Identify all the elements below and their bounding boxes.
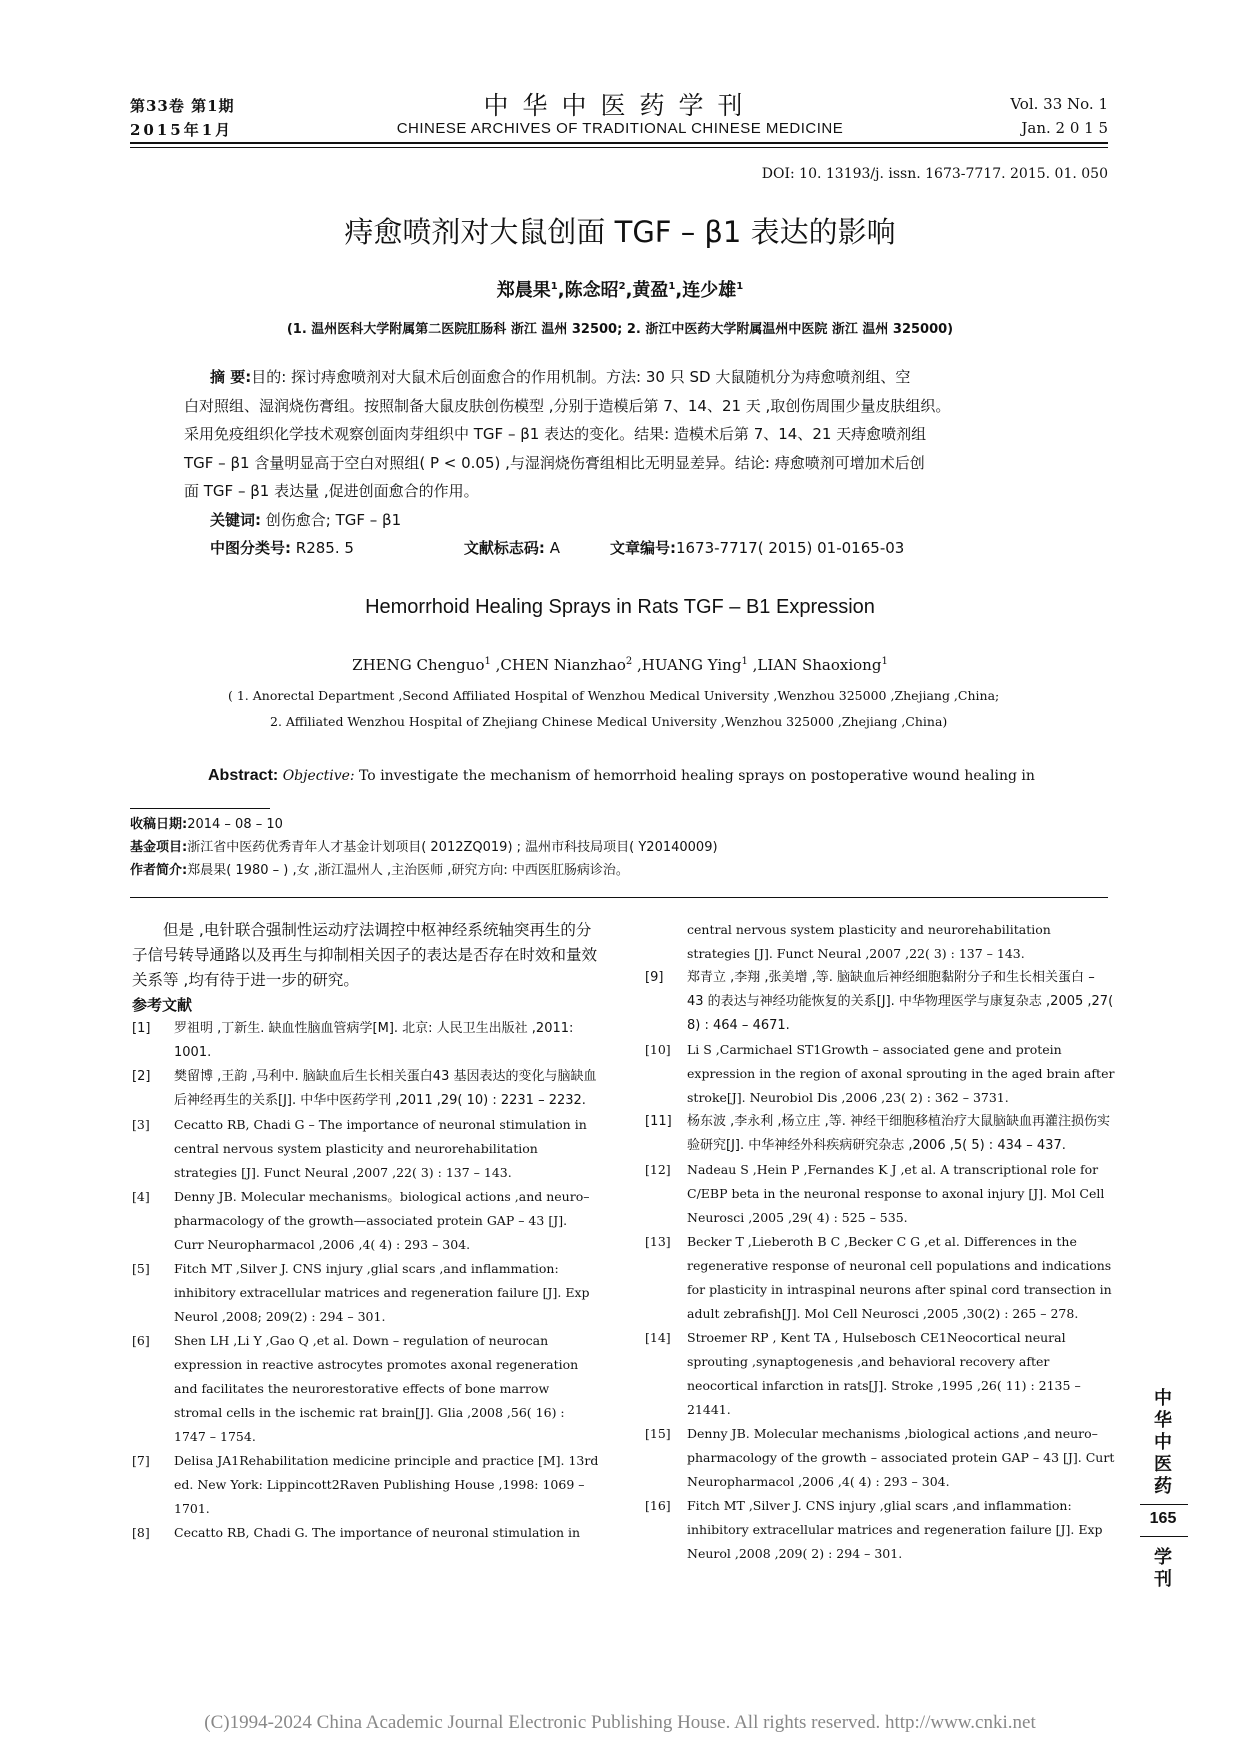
- reference-text: Li S ,Carmichael ST1Growth – associated gene and protein expression in the region of axonal sprouting in the aged brain after stroke[J]. Neurobiol Dis ,2006 ,23( 2) : 362 – 3731.: [687, 1042, 1115, 1105]
- reference-item: [645, 1158, 1115, 1230]
- footnote-bottom-rule: [130, 897, 1108, 898]
- reference-text: 罗祖明 ,丁新生. 缺血性脑血管病学[M]. 北京: 人民卫生出版社 ,2011: 1001.: [174, 1021, 574, 1060]
- reference-text: central nervous system plasticity and neurorehabilitation strategies [J]. Funct Neural ,2007 ,22( 3) : 137 – 143.: [687, 922, 1051, 961]
- reference-item: [132, 1065, 600, 1113]
- reference-text: Nadeau S ,Hein P ,Fernandes K J ,et al. A transcriptional role for C/EBP beta in the neuronal response to axonal injury [J]. Mol Cell Neurosci ,2005 ,29( 4) : 525 – 535.: [687, 1162, 1105, 1225]
- volume-issue-en: Vol. 33 No. 1: [1010, 95, 1108, 113]
- volume-issue-cn: 第33卷 第1期: [130, 97, 235, 115]
- abstract-cn-line: 白对照组、湿润烧伤膏组。按照制备大鼠皮肤创伤模型 ,分别于造模后第 7、14、21 天 ,取创伤周围少量皮肤组织。: [184, 396, 951, 415]
- abstract-cn-line: 摘 要:目的: 探讨痔愈喷剂对大鼠术后创面愈合的作用机制。方法: 30 只 SD 大鼠随机分为痔愈喷剂组、空: [210, 368, 911, 386]
- abstract-cn-line: TGF – β1 含量明显高于空白对照组( P < 0.05) ,与湿润烧伤膏组相比无明显差异。结论: 痔愈喷剂可增加术后创: [184, 453, 925, 472]
- reference-item: [645, 918, 1115, 966]
- copyright-notice: (C)1994-2024 China Academic Journal Electronic Publishing House. All rights reserved. http://www.cnki.net: [204, 1712, 1036, 1733]
- reference-item: [645, 1038, 1115, 1110]
- article-title-en: Hemorrhoid Healing Sprays in Rats TGF – B1 Expression: [365, 596, 875, 618]
- authors-en: ZHENG Chenguo$^1$ ,CHEN Nianzhao$^2$ ,HUANG Ying$^1$ ,LIAN Shaoxiong$^1$: [352, 656, 888, 674]
- side-tab-rule-bottom: [1140, 1536, 1188, 1537]
- reference-item: [132, 1185, 600, 1257]
- reference-text: Shen LH ,Li Y ,Gao Q ,et al. Down – regulation of neurocan expression in reactive astrocytes promotes axonal regeneration and facilitates the neurorestorative effects of bone marrow stromal cells in the ischemic rat brain[J]. Glia ,2008 ,56( 16) : 1747 – 1754.: [174, 1333, 579, 1444]
- reference-number: [1]: [132, 1021, 151, 1036]
- affiliation-en-1: ( 1. Anorectal Department ,Second Affiliated Hospital of Wenzhou Medical University ,Wenzhou 325000 ,Zhejiang ,China;: [228, 688, 1000, 703]
- reference-number: [3]: [132, 1117, 150, 1132]
- journal-title-en: CHINESE ARCHIVES OF TRADITIONAL CHINESE MEDICINE: [396, 120, 844, 137]
- reference-number: [15]: [645, 1426, 671, 1441]
- reference-item: [132, 1521, 600, 1545]
- abstract-cn: [184, 363, 1080, 563]
- reference-text: Becker T ,Lieberoth B C ,Becker C G ,et al. Differences in the regenerative response of neuronal cell populations and indications for plasticity in intraspinal neurons after spinal cord transection in adult zebrafish[J]. Mol Cell Neurosci ,2005 ,30(2) : 265 – 278.: [687, 1234, 1112, 1321]
- reference-text: 樊留博 ,王韵 ,马利中. 脑缺血后生长相关蛋白43 基因表达的变化与脑缺血后神经再生的关系[J]. 中华中医药学刊 ,2011 ,29( 10) : 2231 – 2232.: [174, 1069, 597, 1108]
- reference-text: Fitch MT ,Silver J. CNS injury ,glial scars ,and inflammation: inhibitory extracellular matrices and regeneration failure [J]. Exp Neurol ,2008 ,209( 2) : 294 – 301.: [687, 1498, 1103, 1561]
- footnotes: [130, 813, 1110, 882]
- reference-number: [16]: [645, 1498, 671, 1513]
- reference-text: Delisa JA1Rehabilitation medicine principle and practice [M]. 13rd ed. New York: Lippincott2Raven Publishing House ,1998: 1069 – 1701.: [174, 1453, 599, 1516]
- header-rule-thick: [130, 142, 1108, 144]
- abstract-cn-line: 面 TGF – β1 表达量 ,促进创面愈合的作用。: [184, 482, 479, 500]
- right-column: [645, 918, 1115, 1566]
- reference-text: Cecatto RB, Chadi G – The importance of neuronal stimulation in central nervous system plasticity and neurorehabilitation strategies [J]. Funct Neural ,2007 ,22( 3) : 137 – 143.: [174, 1117, 587, 1180]
- footnote-received: 收稿日期:2014 – 08 – 10: [130, 817, 283, 832]
- side-tab-bottom: 学 刊: [1154, 1547, 1172, 1590]
- classification-line: 中图分类号: R285. 5 文献标志码: A 文章编号:1673-7717( 2015) 01-0165-03: [210, 539, 905, 557]
- author-cn: ,黄盈: [625, 280, 669, 301]
- reference-number: [11]: [645, 1114, 672, 1129]
- date-cn: 2015年1月: [130, 121, 234, 139]
- reference-item: [645, 966, 1115, 1038]
- reference-number: [9]: [645, 970, 664, 985]
- reference-text: Denny JB. Molecular mechanisms ,biological actions ,and neuro–pharmacology of the growth – associated protein GAP – 43 [J]. Curt Neuropharmacol ,2006 ,4( 4) : 293 – 304.: [687, 1426, 1115, 1489]
- article-title-cn: 痔愈喷剂对大鼠创面 TGF – β1 表达的影响: [344, 215, 896, 249]
- reference-item: [132, 1113, 600, 1185]
- reference-item: [645, 1422, 1115, 1494]
- journal-title-cn: 中华中医药学刊: [483, 91, 757, 120]
- reference-number: [10]: [645, 1042, 671, 1057]
- footnote-rule: [130, 808, 270, 809]
- reference-text: Fitch MT ,Silver J. CNS injury ,glial scars ,and inflammation: inhibitory extracellular matrices and regeneration failure [J]. Exp Neurol ,2008; 209(2) : 294 – 301.: [174, 1261, 590, 1324]
- reference-number: [7]: [132, 1453, 150, 1468]
- side-tab-top: 中 华 中 医 药: [1154, 1388, 1172, 1497]
- affiliation-cn: (1. 温州医科大学附属第二医院肛肠科 浙江 温州 32500; 2. 浙江中医药大学附属温州中医院 浙江 温州 325000): [286, 322, 954, 337]
- author-cn: 郑晨果: [496, 280, 551, 301]
- footnote-author: 作者简介:郑晨果( 1980 – ) ,女 ,浙江温州人 ,主治医师 ,研究方向: 中西医肛肠病诊治。: [130, 863, 629, 878]
- reference-item: [132, 1017, 600, 1065]
- reference-item: [132, 1329, 600, 1449]
- reference-number: [4]: [132, 1189, 150, 1204]
- reference-number: [5]: [132, 1261, 150, 1276]
- authors-cn: 郑晨果$^1$,陈念昭$^2$,黄盈$^1$,连少雄$^1$: [496, 280, 744, 301]
- side-tab-rule-top: [1140, 1504, 1188, 1505]
- reference-number: [14]: [645, 1330, 671, 1345]
- reference-number: [6]: [132, 1333, 150, 1348]
- doi: DOI: 10. 13193/j. issn. 1673-7717. 2015. 01. 050: [761, 166, 1108, 182]
- reference-item: [132, 1257, 600, 1329]
- references-list-left: [132, 1017, 600, 1545]
- reference-item: [645, 1326, 1115, 1422]
- reference-item: [645, 1110, 1115, 1158]
- reference-number: [2]: [132, 1069, 151, 1084]
- reference-text: 杨东波 ,李永利 ,杨立庄 ,等. 神经干细胞移植治疗大鼠脑缺血再灌注损伤实验研究[J]. 中华神经外科疾病研究杂志 ,2006 ,5( 5) : 434 – 437.: [687, 1114, 1111, 1153]
- reference-text: Denny JB. Molecular mechanisms。biological actions ,and neuro–pharmacology of the growth—associated protein GAP – 43 [J]. Curr Neuropharmacol ,2006 ,4( 4) : 293 – 304.: [174, 1189, 590, 1252]
- reference-number: [12]: [645, 1162, 671, 1177]
- keywords: 关键词: 创伤愈合; TGF – β1: [210, 510, 402, 529]
- left-column: [132, 918, 600, 1545]
- reference-number: [8]: [132, 1525, 150, 1540]
- abstract-en-label: Abstract:: [208, 767, 279, 784]
- references-list-right: [645, 918, 1115, 1566]
- affiliation-en-2: 2. Affiliated Wenzhou Hospital of Zhejiang Chinese Medical University ,Wenzhou 325000 ,Zhejiang ,China): [270, 714, 948, 729]
- date-en: Jan. 2 0 1 5: [1021, 119, 1108, 137]
- reference-number: [13]: [645, 1234, 671, 1249]
- references-heading: 参考文献: [132, 996, 193, 1014]
- abstract-cn-line: 采用免疫组织化学技术观察创面肉芽组织中 TGF – β1 表达的变化。结果: 造模术后第 7、14、21 天痔愈喷剂组: [184, 425, 927, 443]
- reference-item: [132, 1449, 600, 1521]
- body-paragraph: 但是 ,电针联合强制性运动疗法调控中枢神经系统轴突再生的分子信号转导通路以及再生与抑制相关因子的表达是否存在时效和量效关系等 ,均有待于进一步的研究。: [132, 921, 598, 989]
- reference-text: 郑青立 ,李翔 ,张美增 ,等. 脑缺血后神经细胞黏附分子和生长相关蛋白 – 43 的表达与神经功能恢复的关系[J]. 中华物理医学与康复杂志 ,2005 ,27( 8) : 464 – 4671.: [687, 970, 1114, 1033]
- reference-item: [645, 1494, 1115, 1566]
- reference-text: Stroemer RP , Kent TA , Hulsebosch CE1Neocortical neural sprouting ,synaptogenesis ,and behavioral recovery after neocortical infarction in rats[J]. Stroke ,1995 ,26( 11) : 2135 – 21441.: [687, 1330, 1081, 1417]
- page-number: 165: [1149, 1510, 1177, 1527]
- abstract-en: Abstract: Objective: To investigate the mechanism of hemorrhoid healing sprays on postoperative wound healing in: [208, 767, 1035, 784]
- reference-item: [645, 1230, 1115, 1326]
- footnote-fund: 基金项目:浙江省中医药优秀青年人才基金计划项目( 2012ZQ019) ; 温州市科技局项目( Y20140009): [130, 840, 718, 855]
- abstract-cn-label: 摘 要:: [210, 368, 252, 386]
- reference-text: Cecatto RB, Chadi G. The importance of neuronal stimulation in: [174, 1525, 581, 1540]
- author-cn: ,连少雄: [675, 280, 737, 301]
- author-cn: ,陈念昭: [557, 280, 619, 301]
- header-rule-thin: [130, 147, 1108, 148]
